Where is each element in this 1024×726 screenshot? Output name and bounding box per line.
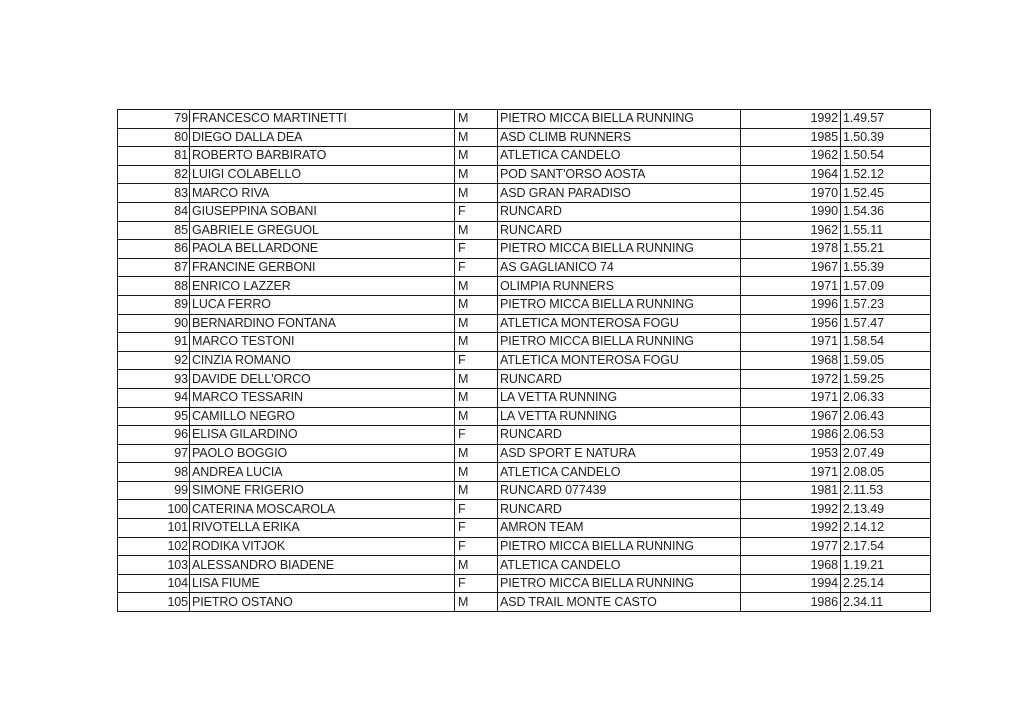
club-cell: ATLETICA MONTEROSA FOGU bbox=[498, 351, 741, 370]
table-row bbox=[118, 277, 931, 296]
athlete-name-cell: CINZIA ROMANO bbox=[190, 351, 455, 370]
birth-year-cell: 1978 bbox=[741, 240, 841, 259]
table-row bbox=[118, 444, 931, 463]
finish-time-cell: 1.55.39 bbox=[841, 258, 931, 277]
finish-time-cell: 1.19.21 bbox=[841, 556, 931, 575]
club-cell: LA VETTA RUNNING bbox=[498, 407, 741, 426]
sex-cell: M bbox=[455, 444, 498, 463]
club-cell: ATLETICA CANDELO bbox=[498, 463, 741, 482]
athlete-name-cell: PAOLA BELLARDONE bbox=[190, 240, 455, 259]
table-row bbox=[118, 165, 931, 184]
position-cell: 88 bbox=[118, 277, 190, 296]
athlete-name-cell: SIMONE FRIGERIO bbox=[190, 481, 455, 500]
finish-time-cell: 2.06.43 bbox=[841, 407, 931, 426]
table-row bbox=[118, 351, 931, 370]
finish-time-cell: 1.49.57 bbox=[841, 110, 931, 129]
finish-time-cell: 1.59.05 bbox=[841, 351, 931, 370]
table-row bbox=[118, 500, 931, 519]
club-cell: PIETRO MICCA BIELLA RUNNING bbox=[498, 574, 741, 593]
sex-cell: M bbox=[455, 593, 498, 612]
birth-year-cell: 1981 bbox=[741, 481, 841, 500]
sex-cell: M bbox=[455, 110, 498, 129]
position-cell: 92 bbox=[118, 351, 190, 370]
club-cell: ATLETICA CANDELO bbox=[498, 147, 741, 166]
position-cell: 83 bbox=[118, 184, 190, 203]
table-row bbox=[118, 128, 931, 147]
birth-year-cell: 1972 bbox=[741, 370, 841, 389]
club-cell: ASD TRAIL MONTE CASTO bbox=[498, 593, 741, 612]
birth-year-cell: 1971 bbox=[741, 277, 841, 296]
athlete-name-cell: GABRIELE GREGUOL bbox=[190, 221, 455, 240]
position-cell: 87 bbox=[118, 258, 190, 277]
sex-cell: F bbox=[455, 574, 498, 593]
position-cell: 96 bbox=[118, 426, 190, 445]
birth-year-cell: 1962 bbox=[741, 221, 841, 240]
club-cell: PIETRO MICCA BIELLA RUNNING bbox=[498, 333, 741, 352]
position-cell: 99 bbox=[118, 481, 190, 500]
athlete-name-cell: MARCO TESTONI bbox=[190, 333, 455, 352]
sex-cell: F bbox=[455, 537, 498, 556]
athlete-name-cell: PIETRO OSTANO bbox=[190, 593, 455, 612]
club-cell: RUNCARD bbox=[498, 221, 741, 240]
sex-cell: M bbox=[455, 184, 498, 203]
table-row bbox=[118, 556, 931, 575]
club-cell: ASD GRAN PARADISO bbox=[498, 184, 741, 203]
birth-year-cell: 1956 bbox=[741, 314, 841, 333]
birth-year-cell: 1971 bbox=[741, 463, 841, 482]
club-cell: PIETRO MICCA BIELLA RUNNING bbox=[498, 295, 741, 314]
club-cell: POD SANT'ORSO AOSTA bbox=[498, 165, 741, 184]
sex-cell: F bbox=[455, 202, 498, 221]
finish-time-cell: 1.57.47 bbox=[841, 314, 931, 333]
finish-time-cell: 1.52.12 bbox=[841, 165, 931, 184]
table-row bbox=[118, 537, 931, 556]
athlete-name-cell: MARCO RIVA bbox=[190, 184, 455, 203]
birth-year-cell: 1986 bbox=[741, 426, 841, 445]
birth-year-cell: 1970 bbox=[741, 184, 841, 203]
birth-year-cell: 1990 bbox=[741, 202, 841, 221]
position-cell: 100 bbox=[118, 500, 190, 519]
birth-year-cell: 1964 bbox=[741, 165, 841, 184]
athlete-name-cell: ENRICO LAZZER bbox=[190, 277, 455, 296]
athlete-name-cell: LUIGI COLABELLO bbox=[190, 165, 455, 184]
birth-year-cell: 1977 bbox=[741, 537, 841, 556]
finish-time-cell: 2.34.11 bbox=[841, 593, 931, 612]
table-row bbox=[118, 110, 931, 129]
sex-cell: M bbox=[455, 277, 498, 296]
position-cell: 84 bbox=[118, 202, 190, 221]
birth-year-cell: 1971 bbox=[741, 333, 841, 352]
athlete-name-cell: RODIKA VITJOK bbox=[190, 537, 455, 556]
sex-cell: M bbox=[455, 333, 498, 352]
table-row bbox=[118, 333, 931, 352]
results-table-body bbox=[118, 110, 931, 612]
birth-year-cell: 1996 bbox=[741, 295, 841, 314]
club-cell: RUNCARD bbox=[498, 202, 741, 221]
sex-cell: M bbox=[455, 388, 498, 407]
sex-cell: F bbox=[455, 240, 498, 259]
birth-year-cell: 1994 bbox=[741, 574, 841, 593]
sex-cell: M bbox=[455, 147, 498, 166]
position-cell: 97 bbox=[118, 444, 190, 463]
birth-year-cell: 1985 bbox=[741, 128, 841, 147]
table-row bbox=[118, 370, 931, 389]
finish-time-cell: 2.07.49 bbox=[841, 444, 931, 463]
finish-time-cell: 1.52.45 bbox=[841, 184, 931, 203]
position-cell: 90 bbox=[118, 314, 190, 333]
club-cell: ATLETICA MONTEROSA FOGU bbox=[498, 314, 741, 333]
position-cell: 103 bbox=[118, 556, 190, 575]
finish-time-cell: 2.13.49 bbox=[841, 500, 931, 519]
finish-time-cell: 1.55.11 bbox=[841, 221, 931, 240]
finish-time-cell: 1.58.54 bbox=[841, 333, 931, 352]
birth-year-cell: 1962 bbox=[741, 147, 841, 166]
table-row bbox=[118, 407, 931, 426]
table-row bbox=[118, 240, 931, 259]
finish-time-cell: 1.59.25 bbox=[841, 370, 931, 389]
athlete-name-cell: BERNARDINO FONTANA bbox=[190, 314, 455, 333]
athlete-name-cell: ROBERTO BARBIRATO bbox=[190, 147, 455, 166]
athlete-name-cell: FRANCINE GERBONI bbox=[190, 258, 455, 277]
table-row bbox=[118, 258, 931, 277]
position-cell: 80 bbox=[118, 128, 190, 147]
position-cell: 101 bbox=[118, 519, 190, 538]
sex-cell: F bbox=[455, 519, 498, 538]
finish-time-cell: 2.25.14 bbox=[841, 574, 931, 593]
birth-year-cell: 1992 bbox=[741, 500, 841, 519]
position-cell: 81 bbox=[118, 147, 190, 166]
birth-year-cell: 1971 bbox=[741, 388, 841, 407]
athlete-name-cell: DAVIDE DELL'ORCO bbox=[190, 370, 455, 389]
finish-time-cell: 2.06.33 bbox=[841, 388, 931, 407]
position-cell: 93 bbox=[118, 370, 190, 389]
finish-time-cell: 2.14.12 bbox=[841, 519, 931, 538]
finish-time-cell: 2.17.54 bbox=[841, 537, 931, 556]
sex-cell: F bbox=[455, 426, 498, 445]
sex-cell: M bbox=[455, 407, 498, 426]
position-cell: 102 bbox=[118, 537, 190, 556]
athlete-name-cell: FRANCESCO MARTINETTI bbox=[190, 110, 455, 129]
athlete-name-cell: CAMILLO NEGRO bbox=[190, 407, 455, 426]
sex-cell: M bbox=[455, 556, 498, 575]
position-cell: 104 bbox=[118, 574, 190, 593]
table-row bbox=[118, 388, 931, 407]
athlete-name-cell: ALESSANDRO BIADENE bbox=[190, 556, 455, 575]
athlete-name-cell: MARCO TESSARIN bbox=[190, 388, 455, 407]
finish-time-cell: 1.54.36 bbox=[841, 202, 931, 221]
birth-year-cell: 1953 bbox=[741, 444, 841, 463]
finish-time-cell: 1.50.39 bbox=[841, 128, 931, 147]
sex-cell: M bbox=[455, 314, 498, 333]
sex-cell: M bbox=[455, 370, 498, 389]
table-row bbox=[118, 574, 931, 593]
table-row bbox=[118, 295, 931, 314]
table-row bbox=[118, 481, 931, 500]
birth-year-cell: 1967 bbox=[741, 258, 841, 277]
athlete-name-cell: LUCA FERRO bbox=[190, 295, 455, 314]
position-cell: 85 bbox=[118, 221, 190, 240]
table-row bbox=[118, 184, 931, 203]
position-cell: 95 bbox=[118, 407, 190, 426]
athlete-name-cell: ELISA GILARDINO bbox=[190, 426, 455, 445]
sex-cell: M bbox=[455, 295, 498, 314]
athlete-name-cell: ANDREA LUCIA bbox=[190, 463, 455, 482]
athlete-name-cell: GIUSEPPINA SOBANI bbox=[190, 202, 455, 221]
birth-year-cell: 1968 bbox=[741, 351, 841, 370]
sex-cell: M bbox=[455, 481, 498, 500]
table-row bbox=[118, 202, 931, 221]
athlete-name-cell: PAOLO BOGGIO bbox=[190, 444, 455, 463]
birth-year-cell: 1986 bbox=[741, 593, 841, 612]
athlete-name-cell: CATERINA MOSCAROLA bbox=[190, 500, 455, 519]
finish-time-cell: 1.50.54 bbox=[841, 147, 931, 166]
table-row bbox=[118, 593, 931, 612]
birth-year-cell: 1967 bbox=[741, 407, 841, 426]
club-cell: OLIMPIA RUNNERS bbox=[498, 277, 741, 296]
club-cell: RUNCARD bbox=[498, 370, 741, 389]
club-cell: AMRON TEAM bbox=[498, 519, 741, 538]
position-cell: 91 bbox=[118, 333, 190, 352]
results-table bbox=[117, 109, 931, 612]
finish-time-cell: 2.11.53 bbox=[841, 481, 931, 500]
position-cell: 86 bbox=[118, 240, 190, 259]
table-row bbox=[118, 426, 931, 445]
sex-cell: M bbox=[455, 165, 498, 184]
club-cell: ASD CLIMB RUNNERS bbox=[498, 128, 741, 147]
birth-year-cell: 1992 bbox=[741, 519, 841, 538]
table-row bbox=[118, 147, 931, 166]
sex-cell: M bbox=[455, 463, 498, 482]
athlete-name-cell: DIEGO DALLA DEA bbox=[190, 128, 455, 147]
finish-time-cell: 2.08.05 bbox=[841, 463, 931, 482]
club-cell: ASD SPORT E NATURA bbox=[498, 444, 741, 463]
table-row bbox=[118, 519, 931, 538]
sex-cell: F bbox=[455, 351, 498, 370]
club-cell: RUNCARD 077439 bbox=[498, 481, 741, 500]
club-cell: RUNCARD bbox=[498, 500, 741, 519]
finish-time-cell: 2.06.53 bbox=[841, 426, 931, 445]
sex-cell: M bbox=[455, 128, 498, 147]
athlete-name-cell: LISA FIUME bbox=[190, 574, 455, 593]
position-cell: 82 bbox=[118, 165, 190, 184]
finish-time-cell: 1.55.21 bbox=[841, 240, 931, 259]
sex-cell: F bbox=[455, 500, 498, 519]
position-cell: 105 bbox=[118, 593, 190, 612]
club-cell: PIETRO MICCA BIELLA RUNNING bbox=[498, 537, 741, 556]
club-cell: PIETRO MICCA BIELLA RUNNING bbox=[498, 240, 741, 259]
position-cell: 98 bbox=[118, 463, 190, 482]
table-row bbox=[118, 314, 931, 333]
sex-cell: F bbox=[455, 258, 498, 277]
table-row bbox=[118, 463, 931, 482]
club-cell: PIETRO MICCA BIELLA RUNNING bbox=[498, 110, 741, 129]
table-row bbox=[118, 221, 931, 240]
club-cell: AS GAGLIANICO 74 bbox=[498, 258, 741, 277]
finish-time-cell: 1.57.23 bbox=[841, 295, 931, 314]
club-cell: ATLETICA CANDELO bbox=[498, 556, 741, 575]
finish-time-cell: 1.57.09 bbox=[841, 277, 931, 296]
birth-year-cell: 1992 bbox=[741, 110, 841, 129]
sex-cell: M bbox=[455, 221, 498, 240]
club-cell: LA VETTA RUNNING bbox=[498, 388, 741, 407]
birth-year-cell: 1968 bbox=[741, 556, 841, 575]
position-cell: 89 bbox=[118, 295, 190, 314]
club-cell: RUNCARD bbox=[498, 426, 741, 445]
position-cell: 94 bbox=[118, 388, 190, 407]
athlete-name-cell: RIVOTELLA ERIKA bbox=[190, 519, 455, 538]
position-cell: 79 bbox=[118, 110, 190, 129]
